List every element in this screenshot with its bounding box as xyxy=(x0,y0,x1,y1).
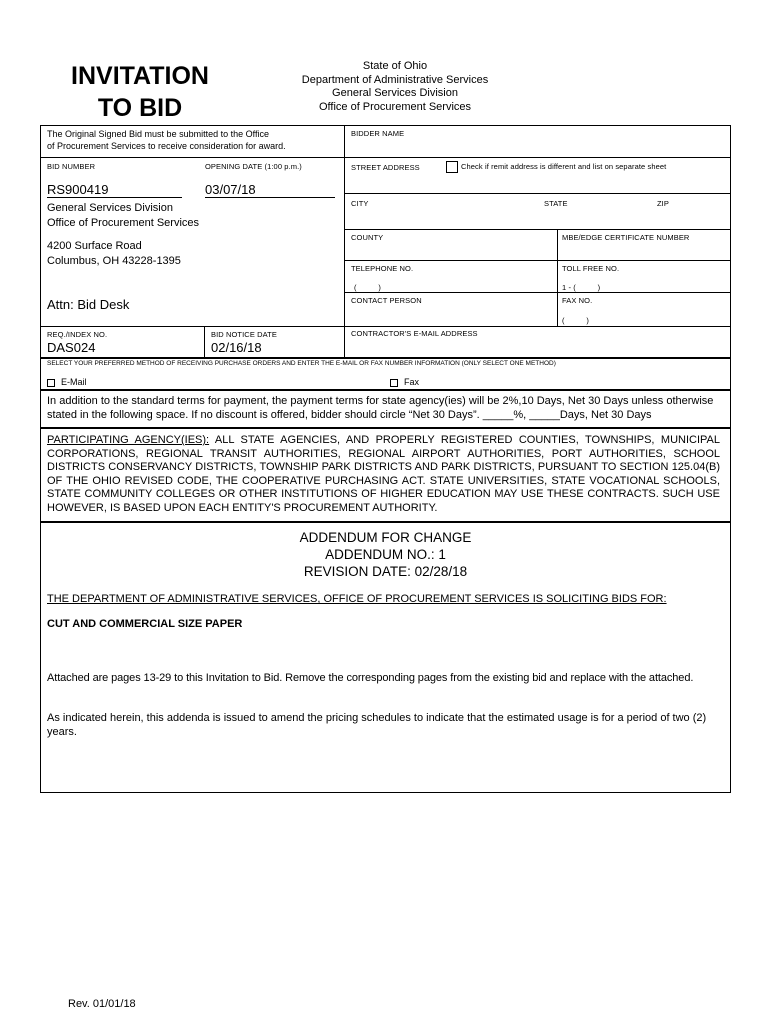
attached-pages-note: Attached are pages 13-29 to this Invitation to Bid. Remove the corresponding pages from the existing bid and replace with the attached. xyxy=(47,672,694,684)
column-divider xyxy=(344,125,345,358)
agency-line: State of Ohio xyxy=(362,60,428,72)
divider xyxy=(344,157,731,158)
divider xyxy=(344,260,731,261)
divider xyxy=(344,229,731,230)
method-instruction: SELECT YOUR PREFERRED METHOD OF RECEIVING PURCHASE ORDERS AND ENTER THE E-MAIL OR FAX NUMBER INFORMATION (ONLY SELECT ONE METHOD) xyxy=(47,360,556,367)
email-option-label: E-Mail xyxy=(61,377,87,387)
remit-checkbox[interactable] xyxy=(446,161,458,173)
soliciting-statement: THE DEPARTMENT OF ADMINISTRATIVE SERVICES, OFFICE OF PROCUREMENT SERVICES IS SOLICITING BIDS FOR: xyxy=(47,593,667,605)
submission-note-line: of Procurement Services to receive consideration for award. xyxy=(47,141,286,151)
state-field[interactable]: STATE xyxy=(544,199,568,208)
city-field[interactable]: CITY xyxy=(351,199,369,208)
fax-option-label: Fax xyxy=(404,377,420,387)
participating-agencies-body: ALL STATE AGENCIES, AND PROPERLY REGISTERED COUNTIES, TOWNSHIPS, MUNICIPAL CORPORATIONS, REGIONAL TRANSIT AUTHORITIES, REGIONAL AIRPORT AUTHORITIES, PORT AUTHORITIES, SCHOOL DISTRICTS CONSERVANCY DISTRICTS, TOWNSHIP PARK DISTRICTS AND PARK DISTRICTS, PURSUANT TO SECTION 125.04(B) OF THE OHIO REVISED CODE, THE COOPERATIVE PURCHASING ACT. STATE UNIVERSITIES, STATE VOCATIONAL SCHOOLS, STATE COMMUNITY COLLEGES OR OTHER INSTITUTIONS OF HIGHER EDUCATION MAY USE THESE CONTRACTS. SUCH USE HOWEVER, IS BASED UPON EACH ENTITY'S PROCUREMENT AUTHORITY. xyxy=(47,434,720,514)
divider xyxy=(344,193,731,194)
street-address-field[interactable]: STREET ADDRESS xyxy=(351,163,420,172)
fax-option[interactable] xyxy=(390,377,419,387)
address-line: Columbus, OH 43228-1395 xyxy=(47,255,181,267)
bid-number: RS900419 xyxy=(47,182,182,198)
payment-terms-line: stated in the following space. If no discount is offered, bidder should circle “Net 30 Days”. _____%, _____Days, Net 30 Days xyxy=(47,409,652,421)
addendum-title: ADDENDUM FOR CHANGE xyxy=(299,530,472,545)
toll-free-area-code: 1 - ( ) xyxy=(562,283,601,292)
revision-footer: Rev. 01/01/18 xyxy=(68,998,136,1010)
revision-date: REVISION DATE: 02/28/18 xyxy=(303,564,468,579)
telephone-area-code: ( ) xyxy=(354,283,382,292)
spacer xyxy=(47,231,199,239)
bidder-name-field[interactable]: BIDDER NAME xyxy=(351,129,405,138)
fax-area-code: ( ) xyxy=(562,316,590,325)
email-checkbox[interactable] xyxy=(47,379,55,387)
address-line: General Services Division xyxy=(47,202,173,214)
email-field[interactable]: CONTRACTOR'S E-MAIL ADDRESS xyxy=(351,329,478,338)
bid-notice-date-label: BID NOTICE DATE xyxy=(211,330,277,339)
fax-checkbox[interactable] xyxy=(390,379,398,387)
left-bottom-divider xyxy=(204,326,205,358)
zip-field[interactable]: ZIP xyxy=(657,199,669,208)
telephone-field[interactable]: TELEPHONE NO. xyxy=(351,264,414,273)
participating-agencies-label: PARTICIPATING AGENCY(IES): xyxy=(47,434,210,446)
payment-terms xyxy=(47,394,727,422)
address-line: 4200 Surface Road xyxy=(47,240,142,252)
req-index-value: DAS024 xyxy=(47,340,96,355)
agency-line: General Services Division xyxy=(332,87,458,99)
bid-notice-date-value: 02/16/18 xyxy=(211,340,262,355)
bid-number-label: BID NUMBER xyxy=(47,162,96,171)
email-option[interactable] xyxy=(47,377,87,387)
submission-note xyxy=(47,128,286,152)
contact-person-field[interactable]: CONTACT PERSON xyxy=(351,296,422,305)
title-line-1: INVITATION xyxy=(71,62,209,90)
payment-terms-line: In addition to the standard terms for payment, the payment terms for state agency(ies) will be 2%,10 Days, Net 30 Days unless otherwise xyxy=(47,395,714,407)
divider xyxy=(40,326,344,327)
title-line-2: TO BID xyxy=(97,94,183,122)
divider xyxy=(344,326,731,327)
divider xyxy=(40,157,344,158)
address-line: Office of Procurement Services xyxy=(47,217,200,229)
bid-item-title: CUT AND COMMERCIAL SIZE PAPER xyxy=(47,618,243,630)
opening-date: 03/07/18 xyxy=(205,182,335,198)
opening-date-label: OPENING DATE (1:00 p.m.) xyxy=(205,162,302,171)
attention-line: Attn: Bid Desk xyxy=(47,297,130,312)
county-field[interactable]: COUNTY xyxy=(351,233,384,242)
toll-free-field[interactable]: TOLL FREE NO. xyxy=(562,264,620,273)
participating-agencies-text xyxy=(47,434,720,515)
agency-block xyxy=(270,60,520,114)
divider xyxy=(344,292,731,293)
remit-checkbox-label: Check if remit address is different and list on separate sheet xyxy=(461,161,667,171)
document-title xyxy=(40,60,240,124)
right-divider xyxy=(557,229,558,326)
remit-address-option[interactable] xyxy=(446,161,666,173)
addendum-number: ADDENDUM NO.: 1 xyxy=(325,547,446,562)
mailing-address xyxy=(47,201,199,269)
agency-line: Department of Administrative Services xyxy=(301,73,489,86)
agency-line: Office of Procurement Services xyxy=(318,100,472,113)
submission-note-line: The Original Signed Bid must be submitted to the Office xyxy=(47,129,269,139)
fax-field[interactable]: FAX NO. xyxy=(562,296,593,305)
req-index-label: REQ./INDEX NO. xyxy=(47,330,108,339)
mbe-certificate-field[interactable]: MBE/EDGE CERTIFICATE NUMBER xyxy=(562,233,690,242)
addendum-heading xyxy=(40,529,731,580)
addenda-purpose-note: As indicated herein, this addenda is issued to amend the pricing schedules to indicate that the estimated usage is for a period of two (2) years. xyxy=(47,712,707,738)
